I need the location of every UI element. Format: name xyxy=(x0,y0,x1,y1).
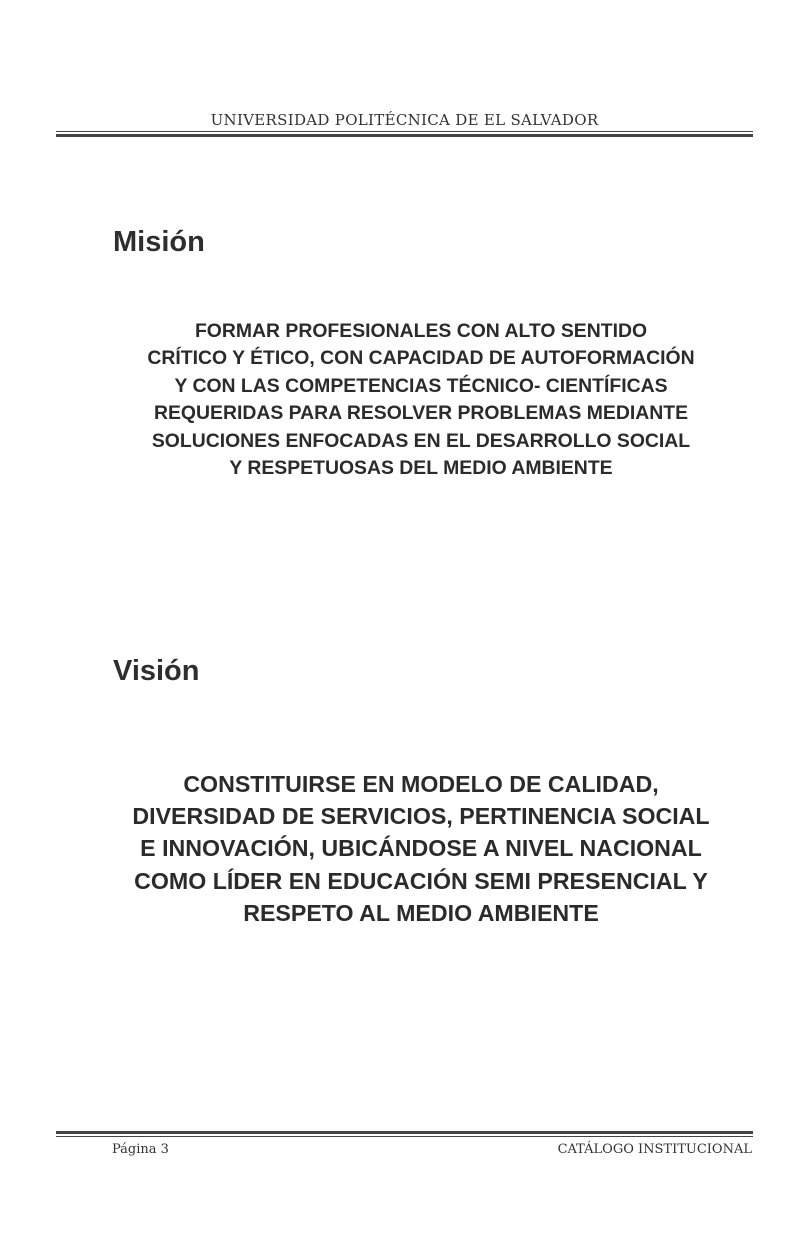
catalog-label: CATÁLOGO INSTITUCIONAL xyxy=(557,1142,752,1157)
mision-statement xyxy=(96,318,746,482)
vision-statement xyxy=(96,768,746,929)
mision-line: FORMAR PROFESIONALES CON ALTO SENTIDO xyxy=(194,320,648,342)
mision-line: CRÍTICO Y ÉTICO, CON CAPACIDAD DE AUTOFORMACIÓN xyxy=(147,347,695,370)
page-header-title: UNIVERSIDAD POLITÉCNICA DE EL SALVADOR xyxy=(210,111,599,129)
vision-heading: Visión xyxy=(113,655,200,687)
vision-line: E INNOVACIÓN, UBICÁNDOSE A NIVEL NACIONAL xyxy=(140,835,702,862)
header-divider xyxy=(56,131,753,137)
vision-line: CONSTITUIRSE EN MODELO DE CALIDAD, xyxy=(183,771,659,797)
page-number: Página 3 xyxy=(112,1142,169,1157)
vision-line: RESPETO AL MEDIO AMBIENTE xyxy=(243,899,599,926)
mision-line: SOLUCIONES ENFOCADAS EN EL DESARROLLO SOCIAL xyxy=(151,429,691,452)
mision-line: Y CON LAS COMPETENCIAS TÉCNICO- CIENTÍFICAS xyxy=(174,374,668,397)
vision-line: DIVERSIDAD DE SERVICIOS, PERTINENCIA SOCIAL xyxy=(132,803,710,830)
vision-line: COMO LÍDER EN EDUCACIÓN SEMI PRESENCIAL Y xyxy=(134,867,708,894)
mision-line: Y RESPETUOSAS DEL MEDIO AMBIENTE xyxy=(229,457,613,480)
mision-heading: Misión xyxy=(113,226,205,258)
footer-divider xyxy=(56,1131,753,1137)
mision-line: REQUERIDAS PARA RESOLVER PROBLEMAS MEDIANTE xyxy=(154,402,688,425)
